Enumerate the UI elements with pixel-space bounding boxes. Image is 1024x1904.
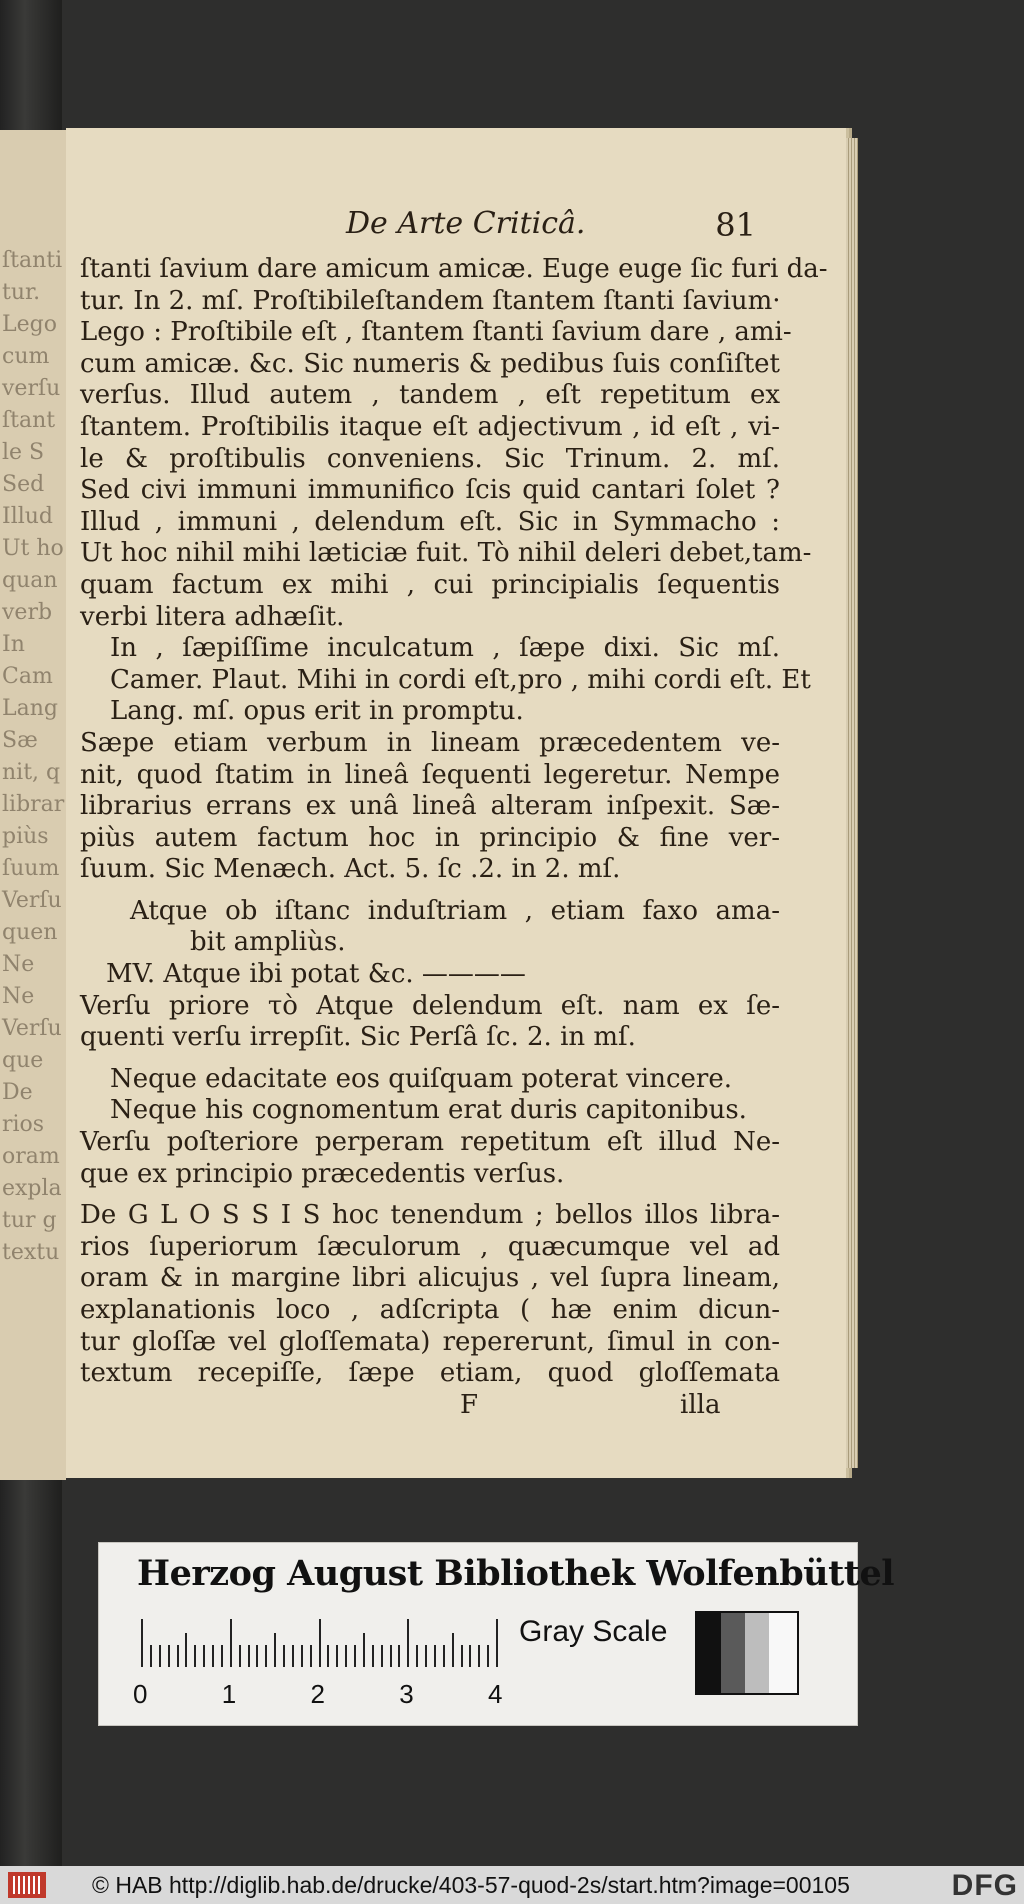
ruler-tick	[212, 1645, 214, 1667]
ruler-tick	[301, 1645, 303, 1667]
prev-page-fragment: tur g	[2, 1208, 57, 1233]
ruler-tick	[310, 1645, 312, 1667]
text-line: cum amicæ. &c. Sic numeris & pedibus ſuis conſiſtet	[80, 348, 780, 379]
text-line: bit ampliùs.	[190, 927, 346, 958]
ruler-tick	[141, 1619, 143, 1667]
ruler-tick	[398, 1645, 400, 1667]
hab-logo-icon	[8, 1872, 46, 1898]
prev-page-fragment: textu	[2, 1240, 60, 1265]
text-line: le & proſtibulis conveniens. Sic Trinum. 2. mſ.	[80, 443, 780, 474]
text-line: ſtantem. Proſtibilis itaque eſt adjectivum , id eſt , vi-	[80, 411, 780, 442]
ruler-label: 2	[310, 1679, 325, 1709]
ruler-tick	[159, 1645, 161, 1667]
ruler-tick	[265, 1645, 267, 1667]
text-line: piùs autem factum hoc in principio & fine ver-	[80, 822, 780, 853]
ruler-tick	[434, 1645, 436, 1667]
prev-page-fragment: verſu	[2, 376, 61, 401]
ruler-tick	[203, 1645, 205, 1667]
catchword: illa	[680, 1389, 721, 1420]
ruler-label: 0	[133, 1679, 148, 1709]
ruler-tick	[461, 1645, 463, 1667]
ruler-tick	[292, 1645, 294, 1667]
text-line: Neque edacitate eos quiſquam poterat vincere.	[110, 1063, 732, 1094]
prev-page-fragment: Verſu	[2, 1016, 62, 1041]
ruler-tick	[487, 1645, 489, 1667]
gray-patch	[697, 1613, 721, 1693]
text-line: ſtanti ſavium dare amicum amicæ. Euge euge ſic furi da-	[80, 254, 828, 284]
ruler-tick	[336, 1645, 338, 1667]
text-line: oram & in margine libri alicujus , vel ſupra lineam,	[80, 1263, 780, 1294]
text-line: De G L O S S I S hoc tenendum ; bellos illos libra-	[80, 1200, 780, 1231]
text-line: ſuum. Sic Menæch. Act. 5. ſc .2. in 2. mſ.	[80, 854, 621, 885]
library-color-target	[98, 1542, 895, 1726]
scale-ruler	[141, 1619, 501, 1667]
prev-page-fragment: nit, q	[2, 760, 61, 785]
paragraph-5	[80, 1127, 780, 1190]
ruler-tick	[354, 1645, 356, 1667]
ruler-tick	[443, 1645, 445, 1667]
ruler-tick	[363, 1633, 365, 1667]
prev-page-fragment: ſtant	[2, 408, 56, 433]
prev-page-fragment: ſtanti	[2, 248, 63, 273]
ruler-tick	[319, 1619, 321, 1667]
text-line: rios ſuperiorum ſæculorum , quæcumque vel ad	[80, 1231, 780, 1262]
text-line: Ut hoc nihil mihi læticiæ fuit. Tò nihil deleri debet,tam-	[80, 538, 812, 569]
verse-quote-1	[80, 896, 780, 991]
text-line: explanationis loco , adſcripta ( hæ enim dicun-	[80, 1295, 780, 1325]
prev-page-fragment: oram	[2, 1144, 60, 1169]
prev-page-fragment: tur.	[2, 280, 41, 305]
dfg-logo: DFG	[951, 1869, 1018, 1902]
prev-page-fragment: rios	[2, 1112, 45, 1137]
text-line: textum recepiſſe, ſæpe etiam, quod gloſſemata	[80, 1358, 780, 1389]
prev-page-fragment: Lang	[2, 696, 58, 721]
ruler-tick	[469, 1645, 471, 1667]
gray-scale-label: Gray Scale	[519, 1615, 668, 1648]
ruler-tick	[221, 1645, 223, 1667]
ruler-tick	[372, 1645, 374, 1667]
gray-patch	[769, 1613, 797, 1693]
book-page	[66, 128, 846, 1478]
ruler-tick	[150, 1645, 152, 1667]
text-line: Lego : Proſtibile eſt , ſtantem ſtanti ſavium dare , ami-	[80, 317, 792, 348]
ruler-tick	[390, 1645, 392, 1667]
text-line: Camer. Plaut. Mihi in cordi eſt,pro , mihi cordi eſt. Et	[110, 664, 811, 695]
ruler-label: 3	[399, 1679, 414, 1709]
ruler-tick	[248, 1645, 250, 1667]
prev-page-fragment: Sed	[2, 472, 45, 497]
prev-page-fragment: quan	[2, 568, 58, 593]
prev-page-fragment: cum	[2, 344, 50, 369]
ruler-tick	[425, 1645, 427, 1667]
text-line: que ex principio præcedentis verſus.	[80, 1158, 565, 1189]
paragraph-3	[80, 728, 780, 886]
ruler-label: 4	[488, 1679, 503, 1709]
ruler-tick	[327, 1645, 329, 1667]
prev-page-fragment: De	[2, 1080, 33, 1105]
ruler-tick	[283, 1645, 285, 1667]
gray-patch	[721, 1613, 745, 1693]
text-line: Neque his cognomentum erat duris capitonibus.	[110, 1095, 747, 1126]
library-name: Herzog August Bibliothek Wolfenbüttel	[137, 1553, 895, 1594]
text-line: Illud , immuni , delendum eſt. Sic in Symmacho :	[80, 506, 780, 537]
paragraph-4	[80, 991, 780, 1054]
ruler-tick	[407, 1619, 409, 1667]
prev-page-fragment: In	[2, 632, 25, 657]
ruler-tick	[274, 1633, 276, 1667]
ruler-label: 1	[221, 1679, 237, 1709]
prev-page-fragment: librar	[2, 792, 65, 817]
prev-page-fragment: piùs	[2, 824, 49, 849]
paragraph-1	[80, 254, 828, 633]
text-line: verbi litera adhæſit.	[80, 601, 345, 632]
running-title: De Arte Criticâ.	[346, 206, 586, 241]
page-header	[266, 206, 756, 250]
page-edges	[846, 138, 858, 1468]
prev-page-fragment: que	[2, 1048, 44, 1073]
text-line: Lang. mſ. opus erit in promptu.	[110, 696, 524, 727]
gray-scale-patches	[695, 1611, 799, 1695]
text-line: Sæpe etiam verbum in lineam præcedentem ve-	[80, 727, 780, 758]
prev-page-fragment: verb	[2, 600, 53, 625]
copyright-link[interactable]: © HAB http://diglib.hab.de/drucke/403-57-quod-2s/start.htm?image=00105	[92, 1872, 850, 1898]
ruler-tick	[416, 1645, 418, 1667]
prev-page-fragment: Ut ho	[2, 536, 64, 561]
paragraph-6	[80, 1200, 780, 1390]
ruler-tick	[452, 1633, 454, 1667]
prev-page-fragment: Sæ	[2, 728, 38, 753]
prev-page-fragment: Verſu	[2, 888, 62, 913]
ruler-tick	[239, 1645, 241, 1667]
text-line: Atque ob iſtanc induſtriam , etiam faxo ama-	[130, 895, 780, 926]
page-foot	[80, 1390, 780, 1422]
ruler-tick	[194, 1645, 196, 1667]
ruler-tick	[381, 1645, 383, 1667]
prev-page-fragment: le S	[2, 440, 45, 465]
text-line: librarius errans ex unâ lineâ alteram inſpexit. Sæ-	[80, 791, 780, 822]
prev-page-fragment: expla	[2, 1176, 62, 1201]
text-line: tur gloſſæ vel gloſſemata) repererunt, ſimul in con-	[80, 1326, 780, 1357]
ruler-tick	[230, 1619, 232, 1667]
text-line: nit, quod ſtatim in lineâ ſequenti legeretur. Nempe	[80, 759, 780, 790]
prev-page-fragment: Cam	[2, 664, 53, 689]
prev-page-fragment: Ne	[2, 952, 35, 977]
ruler-tick	[177, 1645, 179, 1667]
text-line: quenti verſu irrepſit. Sic Perſâ ſc. 2. in mſ.	[80, 1022, 636, 1053]
prev-page-fragment: Ne	[2, 984, 35, 1009]
page-text	[80, 254, 828, 1422]
text-line: Verſu poſteriore perperam repetitum eſt illud Ne-	[80, 1127, 780, 1158]
text-line: tur. In 2. mſ. Proſtibileſtandem ſtantem ſtanti ſavium·	[80, 285, 781, 316]
prev-page-fragment: Illud	[2, 504, 54, 529]
prev-page-fragment: ſuum	[2, 856, 60, 881]
ruler-tick	[345, 1645, 347, 1667]
text-line: MV. Atque ibi potat &c. ————	[106, 959, 526, 990]
text-line: quam factum ex mihi , cui principialis ſequentis	[80, 569, 780, 600]
prev-page-fragment: quen	[2, 920, 58, 945]
text-line: Sed civi immuni immunifico ſcis quid cantari ſolet ?	[80, 475, 780, 506]
ruler-tick	[168, 1645, 170, 1667]
text-line: verſus. Illud autem , tandem , eſt repetitum ex	[80, 380, 780, 411]
ruler-tick	[256, 1645, 258, 1667]
previous-page-edge	[0, 130, 66, 1480]
verse-quote-2	[80, 1064, 780, 1127]
text-line: Verſu priore τὸ Atque delendum eſt. nam ex ſe-	[80, 990, 780, 1021]
ruler-tick	[496, 1619, 498, 1667]
prev-page-fragment: Lego	[2, 312, 57, 337]
text-line: In , ſæpiſſime inculcatum , ſæpe dixi. Sic mſ.	[110, 633, 780, 664]
paragraph-2	[80, 633, 811, 728]
footer-bar	[0, 1866, 1024, 1904]
page-number: 81	[715, 206, 756, 244]
signature-mark: F	[460, 1389, 479, 1420]
gray-patch	[745, 1613, 769, 1693]
ruler-tick	[185, 1633, 187, 1667]
ruler-tick	[478, 1645, 480, 1667]
